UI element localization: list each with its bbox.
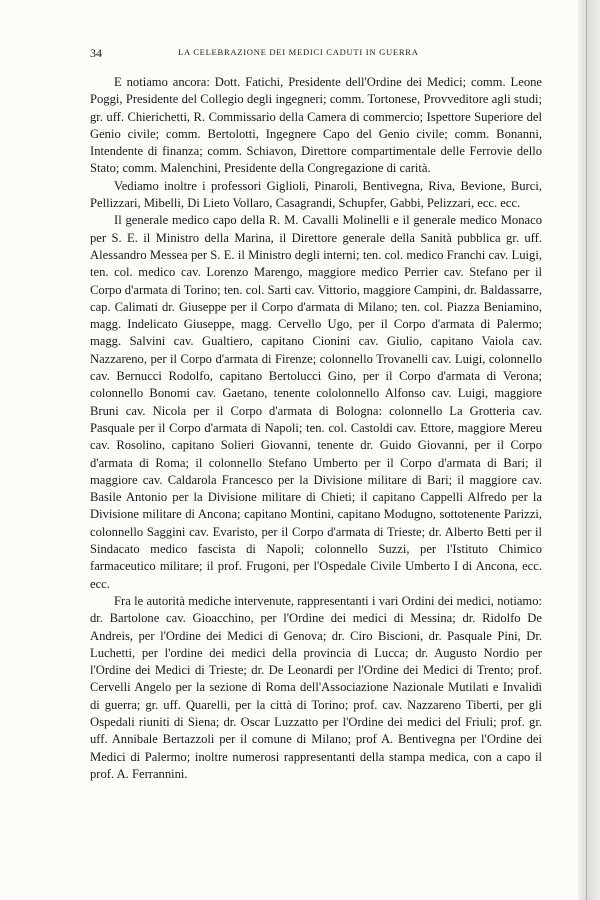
page-edge-line	[586, 0, 587, 900]
running-header	[90, 46, 540, 62]
page-number: 34	[90, 46, 102, 60]
paragraph-military-representatives: Il generale medico capo della R. M. Cavalli Molinelli e il generale medico Monaco per S. E. il Ministro della Marina, il Direttore generale della Sanità pubblica gr. uff. Alessandro Messea per S. E. il Ministro degli interni; ten. col. medico Franchi cav. Luigi, ten. col. medico cav. Lorenzo Marengo, maggiore medico Perrier cav. Stefano per il Corpo d'armata di Torino; ten. col. Sarti cav. Vittorio, maggiore Campini, dr. Baldassarre, cap. Calimati dr. Giuseppe per il Corpo d'armata di Milano; ten. col. Piazza Beniamino, magg. Indelicato Giuseppe, magg. Cervello Ugo, per il Corpo d'armata di Palermo; magg. Salvini cav. Gualtiero, capitano Cionini cav. Giulio, capitano Vaiola cav. Nazzareno, per il Corpo d'armata di Firenze; colonnello Trovanelli cav. Luigi, colonnello cav. Bernucci Rodolfo, capitano Bertolucci Gino, per il Corpo d'armata di Verona; colonnello Bonomi cav. Gaetano, tenente cololonnello Alfonso cav. Luigi, maggiore Bruni cav. Nicola per il Corpo d'armata di Bologna: colonnello La Grotteria cav. Pasquale per il Corpo d'armata di Napoli; ten. col. Castoldi cav. Ettore, maggiore Mereu cav. Rosolino, capitano Solieri Giovanni, tenente dr. Guido Giovanni, per il Corpo d'armata di Roma; il colonnello Stefano Umberto per il Corpo d'armata di Bari; il maggiore cav. Caldarola Francesco per la Divisione militare di Bari; il maggiore cav. Basile Antonio per la Divisione militare di Chieti; il capitano Cappelli Alfredo per la Divisione militare di Ancona; capitano Montini, capitano Modugno, sottotenente Parizzi, colonnello Saggini cav. Evaristo, per il Corpo d'armata di Trieste; dr. Alberto Betti per il Sindacato medico fascista di Napoli; colonnello Suzzi, per l'Istituto Chimico farmaceutico militare; il prof. Frugoni, per l'Ospedale Civile Umberto I di Ancona, ecc. ecc.	[90, 213, 542, 591]
page-edge-shadow	[578, 0, 600, 900]
paragraph-other-authorities: E notiamo ancora: Dott. Fatichi, Presidente dell'Ordine dei Medici; comm. Leone Poggi, Presidente del Collegio degli ingegneri; comm. Tortonese, Provveditore agli studi; gr. uff. Chierichetti, R. Commissario della Camera di commercio; Ispettore Superiore del Genio civile; comm. Bertolotti, Ingegnere Capo del Genio civile; comm. Bonanni, Intendente di finanza; comm. Schiavon, Direttore compartimentale delle Ferrovie dello Stato; comm. Malenchini, Presidente della Congregazione di carità.	[90, 75, 542, 176]
paragraph-medical-authorities: Fra le autorità mediche intervenute, rappresentanti i vari Ordini dei medici, notiamo: dr. Bartolone cav. Gioacchino, per l'Ordine dei medici di Messina; dr. Ridolfo De Andreis, per l'Ordine dei Medici di Genova; dr. Ciro Biscioni, dr. Pasquale Pini, Dr. Luchetti, per l'ordine dei medici della provincia di Lucca; dr. Augusto Nordio per l'Ordine dei Medici di Trieste; dr. De Leonardi per l'Ordine dei Medici di Trento; prof. Cervelli Angelo per la sezione di Roma dell'Associazione Nazionale Mutilati e Invalidi di guerra; gr. uff. Quarelli, per la città di Torino; prof. cav. Nazzareno Tiberti, per gli Ospedali riuniti di Siena; dr. Oscar Luzzatto per l'Ordine dei medici del Friuli; prof. gr. uff. Annibale Bertazzoli per il comune di Milano; prof A. Bentivegna per l'Ordine dei Medici di Palermo; inoltre numerosi rappresentanti della stampa medica, con a capo il prof. A. Ferrannini.	[90, 593, 542, 781]
running-title: LA CELEBRAZIONE DEI MEDICI CADUTI IN GUERRA	[178, 47, 419, 57]
body-text	[90, 74, 542, 783]
paragraph-professors: Vediamo inoltre i professori Giglioli, Pinaroli, Bentivegna, Riva, Bevione, Burci, Pellizzari, Mibelli, Di Lieto Vollaro, Casagrandi, Schupfer, Gabbi, Pelizzari, ecc. ecc.	[90, 178, 542, 211]
